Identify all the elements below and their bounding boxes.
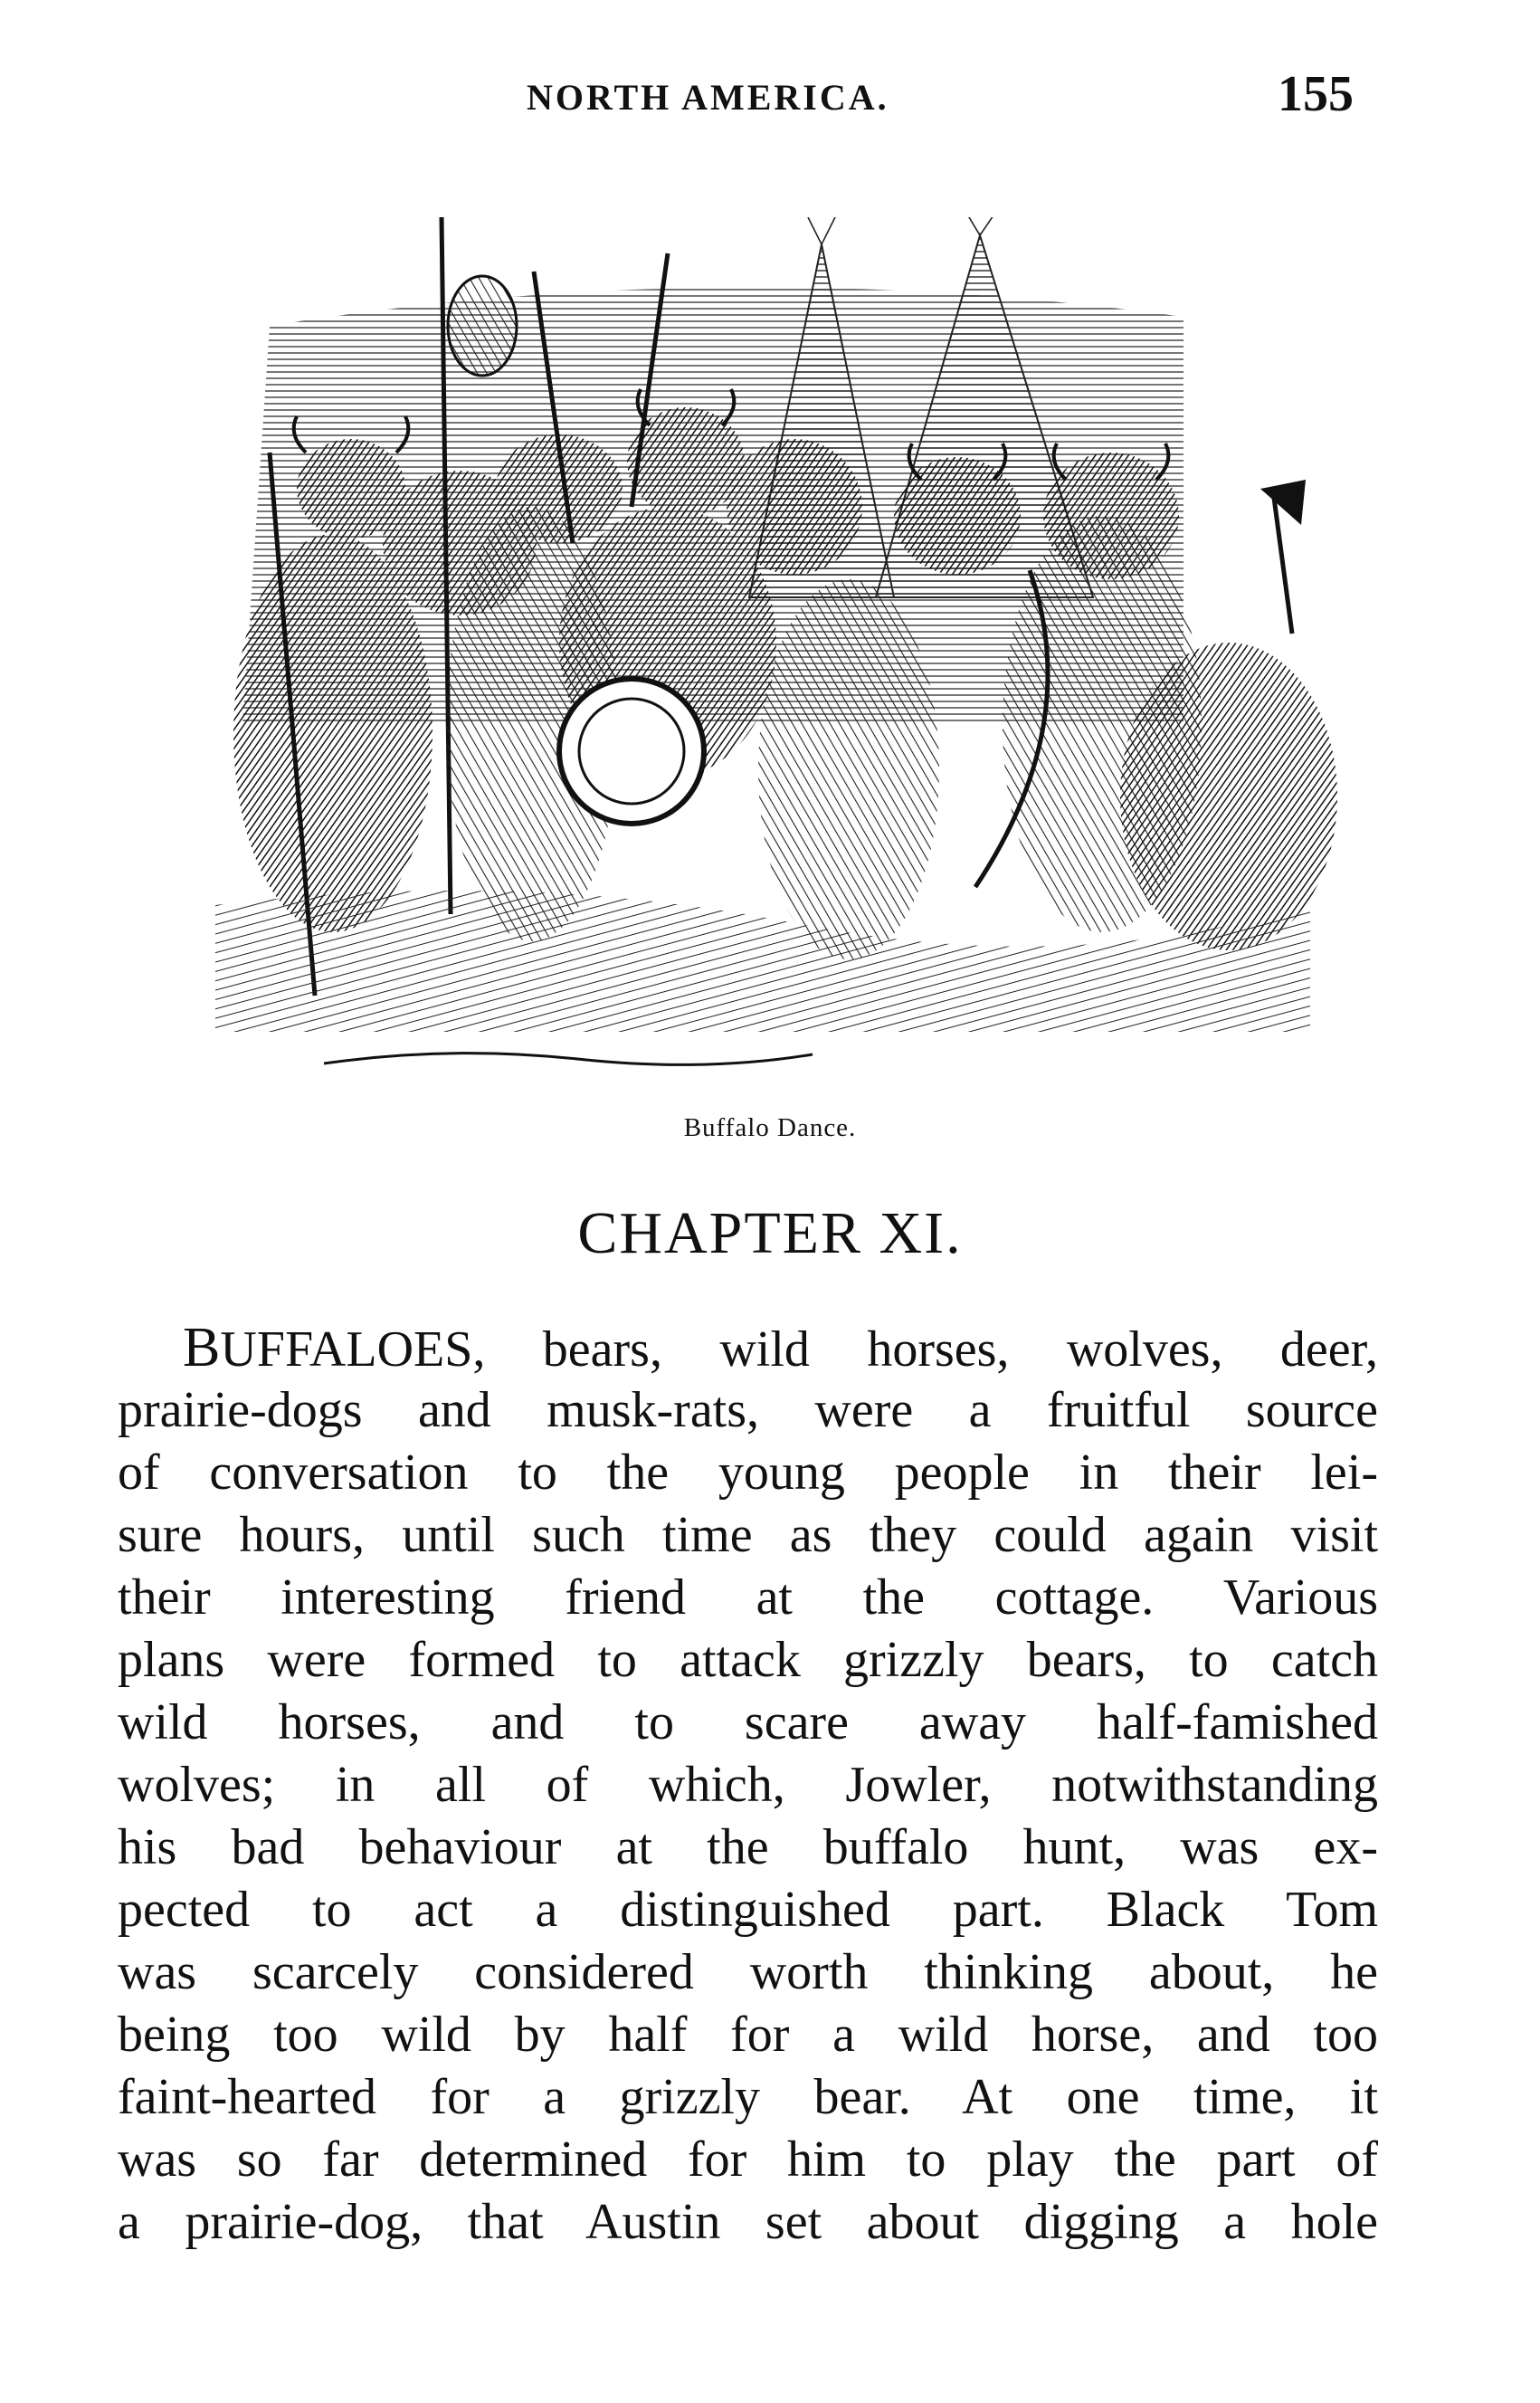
body-line: sure hours, until such time as they could again visit — [118, 1507, 1378, 1563]
running-head — [0, 66, 1540, 125]
lead-word: UFFALOES, — [220, 1321, 486, 1378]
shield — [559, 679, 704, 824]
ground — [215, 891, 1310, 1032]
illustration-caption: Buffalo Dance. — [683, 1113, 857, 1142]
body-line: plans were formed to attack grizzly bears, to catch — [118, 1632, 1378, 1688]
body-paragraph — [118, 1317, 1378, 2254]
body-line: of conversation to the young people in their lei- — [118, 1445, 1378, 1501]
body-line: a prairie-dog, that Austin set about digging a hole — [118, 2194, 1378, 2250]
body-line: prairie-dogs and musk-rats, were a fruitful source — [118, 1382, 1378, 1438]
feather-bundle — [448, 276, 517, 376]
first-line-rest: bears, wild horses, wolves, deer, — [542, 1321, 1379, 1378]
body-line: was so far determined for him to play the part of — [118, 2131, 1378, 2188]
body-line: his bad behaviour at the buffalo hunt, was ex- — [118, 1819, 1378, 1875]
body-line: being too wild by half for a wild horse, and too — [118, 2007, 1378, 2063]
body-line-first — [118, 1317, 1378, 1379]
body-line: was scarcely considered worth thinking about, he — [118, 1944, 1378, 2000]
running-title: NORTH AMERICA. — [527, 77, 889, 118]
axe — [1260, 480, 1306, 634]
chapter-heading: CHAPTER XI. — [577, 1200, 963, 1266]
buffalo-dance-engraving — [161, 217, 1337, 1100]
body-line: wolves; in all of which, Jowler, notwithstanding — [118, 1757, 1378, 1813]
body-line: wild horses, and to scare away half-famished — [118, 1694, 1378, 1750]
body-line: faint-hearted for a grizzly bear. At one time, it — [118, 2069, 1378, 2125]
body-line: pected to act a distinguished part. Black Tom — [118, 1882, 1378, 1938]
page-number: 155 — [1278, 66, 1354, 122]
body-line: their interesting friend at the cottage. Various — [118, 1569, 1378, 1626]
lead-initial: B — [183, 1317, 221, 1378]
